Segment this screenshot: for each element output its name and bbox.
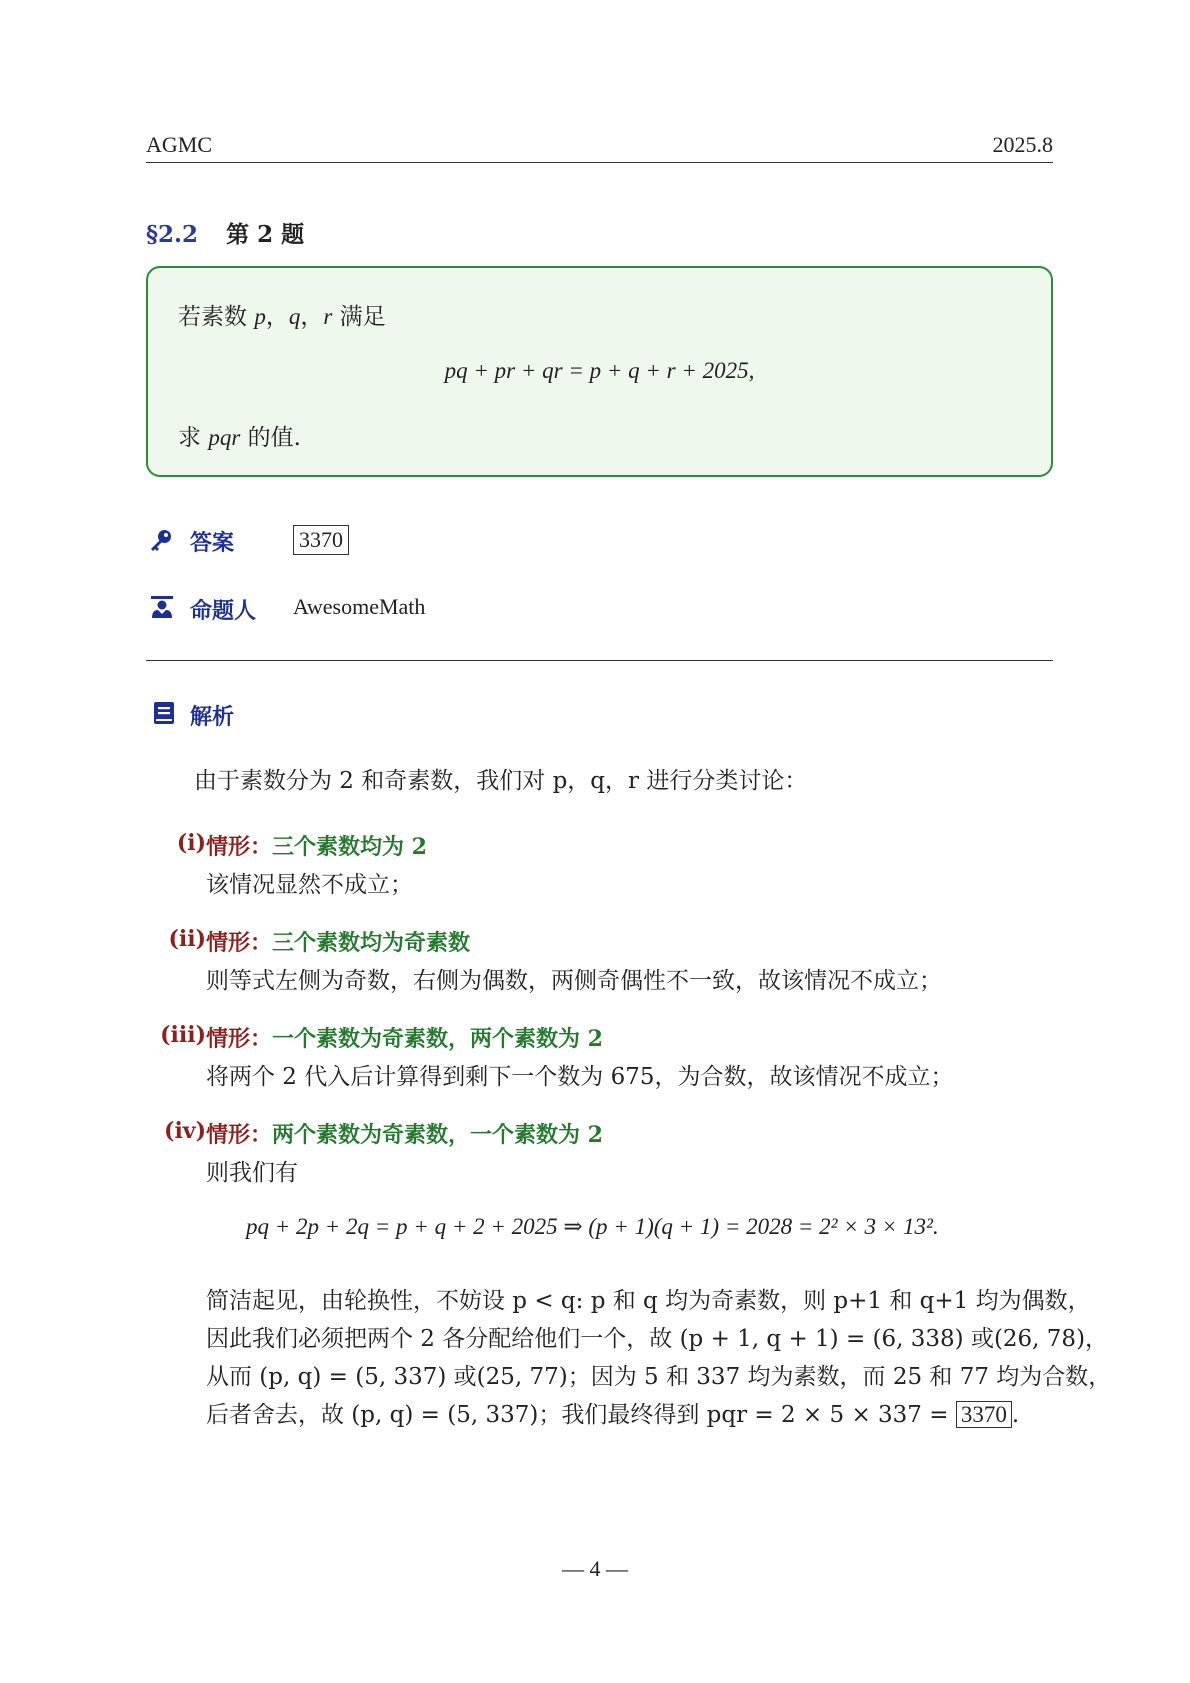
problem-line1-suffix: 满足 (339, 304, 386, 330)
case-body: 则我们有 (206, 1160, 298, 1186)
header-right: 2025.8 (992, 132, 1053, 157)
case-prefix: 情形： (206, 930, 273, 956)
case-body: 则等式左侧为奇数，右侧为偶数，两侧奇偶性不一致，故该情况不成立； (206, 968, 942, 994)
answer-value: 3370 (293, 525, 349, 555)
solution-label: 解析 (190, 704, 235, 730)
section-title: 第 2 题 (226, 221, 305, 248)
case-prefix: 情形： (206, 1122, 273, 1148)
case-prefix: 情形： (206, 834, 273, 860)
problem-equation: pq + pr + qr = p + q + r + 2025, (444, 358, 755, 383)
paragraph-line-last: 后者舍去，故 (p, q) = (5, 337)；我们最终得到 pqr = 2 × 5 × 337 = 3370 . (206, 1402, 1020, 1428)
section-heading (146, 216, 304, 249)
case-heading: 三个素数均为 2 (272, 834, 427, 860)
paragraph-line: 从而 (p, q) = (5, 337) 或(25, 77)；因为 5 和 337 均为素数，而 25 和 77 均为合数， (206, 1364, 1112, 1390)
divider (146, 660, 1053, 661)
case-body: 将两个 2 代入后计算得到剩下一个数为 675，为合数，故该情况不成立； (206, 1064, 954, 1090)
teacher-icon (150, 595, 174, 619)
section-number: §2.2 (146, 221, 199, 248)
paragraph-line-text: 后者舍去，故 (p, q) = (5, 337)；我们最终得到 pqr = 2 × 5 × 337 = (206, 1402, 949, 1428)
header-left: AGMC (146, 132, 213, 157)
solution-paragraph (206, 1282, 1112, 1434)
paragraph-line: 因此我们必须把两个 2 各分配给他们一个，故 (p + 1, q + 1) = (6, 338) 或(26, 78)， (206, 1326, 1109, 1352)
case-roman: (i) (176, 830, 206, 856)
problem-line2-prefix: 求 (178, 425, 201, 451)
problem-line-1: 若素数 p，q，r 满足 (178, 304, 386, 330)
problem-line1-prefix: 若素数 (178, 304, 247, 330)
problem-line2-suffix: 的值. (247, 425, 301, 451)
author-name: AwesomeMath (293, 594, 426, 619)
case-heading: 两个素数为奇素数，一个素数为 2 (272, 1122, 603, 1148)
case-heading: 一个素数为奇素数，两个素数为 2 (272, 1026, 603, 1052)
author-label: 命题人 (190, 598, 257, 624)
page-number: — 4 — (562, 1556, 628, 1581)
answer-label: 答案 (190, 530, 235, 556)
case-body: 该情况显然不成立； (206, 872, 413, 898)
problem-line2-var: pqr (208, 425, 241, 450)
page-header (146, 132, 1053, 163)
final-equation: pq + 2p + 2q = p + q + 2 + 2025 ⇒ (p + 1)(q + 1) = 2028 = 2² × 3 × 13². (246, 1214, 939, 1239)
problem-line-2 (178, 419, 301, 452)
case-roman: (ii) (168, 926, 206, 952)
solution-intro: 由于素数分为 2 和奇素数，我们对 p，q，r 进行分类讨论： (194, 768, 808, 794)
final-answer-box: 3370 (956, 1401, 1012, 1428)
book-icon (153, 701, 175, 725)
paragraph-line: 简洁起见，由轮换性，不妨设 p < q: p 和 q 均为奇素数，则 p+1 和 q+1 均为偶数， (206, 1288, 1091, 1314)
case-heading: 三个素数均为奇素数 (272, 930, 471, 956)
case-roman: (iii) (160, 1022, 206, 1048)
case-prefix: 情形： (206, 1026, 273, 1052)
case-roman: (iv) (164, 1118, 206, 1144)
problem-box (146, 266, 1053, 477)
key-icon (149, 528, 173, 552)
